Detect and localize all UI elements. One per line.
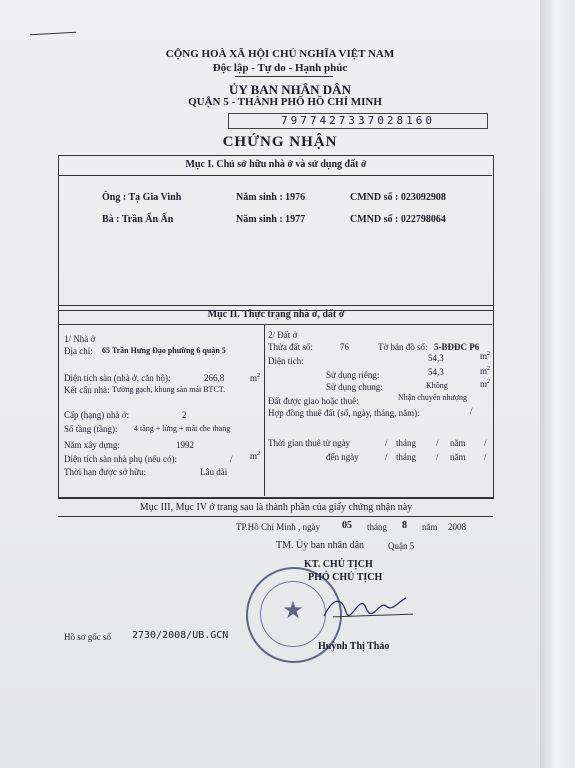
floors-value: 4 tầng + lửng + mái che thang <box>134 424 231 433</box>
lease-contract-value: / <box>470 406 473 416</box>
house-address-label: Địa chỉ: <box>64 346 93 356</box>
year-built-label: Năm xây dựng: <box>64 440 120 450</box>
structure-label: Kết cấu nhà: <box>64 385 110 395</box>
ownership-term-value: Lâu dài <box>200 467 228 477</box>
lease-to-slash-3: / <box>484 452 487 462</box>
aux-area-value: / <box>230 454 233 464</box>
aux-area-label: Diện tích sàn nhà phụ (nếu có): <box>64 454 177 464</box>
star-emblem-icon: ★ <box>282 596 304 624</box>
signature-scribble <box>320 588 410 628</box>
shared-use-value: Không <box>426 381 448 390</box>
shared-use-label: Sử dụng chung: <box>326 382 383 392</box>
section-1-divider <box>59 175 492 176</box>
note-underline <box>58 516 493 517</box>
lease-to-year-label: năm <box>450 452 466 462</box>
lease-from-slash-2: / <box>436 438 439 448</box>
date-month-label: tháng <box>367 522 387 532</box>
pen-mark <box>30 32 76 35</box>
date-year: 2008 <box>448 522 466 532</box>
floor-area-value: 266,8 <box>204 373 225 383</box>
owner-1-birth: Năm sinh : 1976 <box>236 192 306 203</box>
owner-1-id: CMND số : 023092908 <box>350 192 446 203</box>
structure-value: Tường gạch, khung sàn mái BTCT. <box>112 385 226 394</box>
page-edge-shadow <box>540 0 575 768</box>
land-origin-label: Đất được giao hoặc thuê: <box>268 396 359 406</box>
shared-use-unit: $m^2$ <box>480 379 491 389</box>
lease-from-label: Thời gian thuê từ ngày <box>268 438 351 448</box>
map-sheet-value: 5-BĐĐC P6 <box>434 342 480 352</box>
grade-label: Cấp (hạng) nhà ở: <box>64 410 129 420</box>
document-title: CHỨNG NHẬN <box>222 134 338 150</box>
nation-heading: CỘNG HOÀ XÃ HỘI CHỦ NGHĨA VIỆT NAM <box>165 48 395 60</box>
lease-from-month-label: tháng <box>396 438 416 448</box>
signer-name: Huỳnh Thị Thảo <box>318 641 390 652</box>
committee-label: TM. Ủy ban nhân dân <box>276 540 365 551</box>
section-1-title: Mục I. Chủ sở hữu nhà ở và sử dụng đất ở <box>185 159 367 170</box>
committee-district: Quận 5 <box>388 541 415 551</box>
private-use-value: 54,3 <box>428 367 444 377</box>
land-area-unit: $m^2$ <box>480 351 491 361</box>
lease-to-month-label: tháng <box>396 452 416 462</box>
house-heading: 1/ Nhà ở <box>64 334 96 344</box>
floors-label: Số tầng (tầng): <box>64 424 118 434</box>
section-2-title: Mục II. Thực trạng nhà ở, đất ở <box>207 309 345 320</box>
file-ref-value: 2730/2008/UB.GCN <box>132 630 229 641</box>
district-heading: QUẬN 5 - THÀNH PHỐ HỒ CHÍ MINH <box>188 96 382 108</box>
serial-number: 7977427337028160 <box>228 113 488 129</box>
motto-underline <box>235 76 333 77</box>
parcel-label: Thửa đất số: <box>268 342 313 352</box>
date-day: 05 <box>342 520 352 531</box>
private-use-unit: $m^2$ <box>480 366 491 376</box>
lease-from-slash-1: / <box>385 438 388 448</box>
section-2-column-divider <box>264 325 265 496</box>
vice-chair-label: PHÓ CHỦ TỊCH <box>308 572 383 583</box>
owner-2-id: CMND số : 022798064 <box>350 214 446 225</box>
for-chair-label: KT. CHỦ TỊCH <box>304 559 373 570</box>
aux-area-unit: $m^2$ <box>250 451 261 461</box>
place-date-label: TP.Hồ Chí Minh , ngày <box>236 522 321 532</box>
house-address-value: 65 Trần Hưng Đạo phường 6 quận 5 <box>102 346 226 355</box>
year-built-value: 1992 <box>176 440 194 450</box>
file-ref-label: Hồ sơ gốc số <box>64 632 112 642</box>
land-area-value: 54,3 <box>428 353 444 363</box>
parcel-value: 76 <box>340 342 349 352</box>
floor-area-label: Diện tích sàn (nhà ở, căn hộ): <box>64 373 171 383</box>
motto: Độc lập - Tự do - Hạnh phúc <box>212 62 348 74</box>
private-use-label: Sử dụng riêng: <box>326 370 380 380</box>
lease-from-slash-3: / <box>484 438 487 448</box>
lease-to-slash-2: / <box>436 452 439 462</box>
land-origin-value: Nhận chuyển nhượng <box>398 393 467 402</box>
seal-inner-ring <box>260 581 326 647</box>
floor-area-unit: $m^2$ <box>250 373 261 383</box>
lease-contract-label: Hợp đồng thuê đất (số, ngày, tháng, năm): <box>268 408 420 418</box>
date-month: 8 <box>402 520 407 531</box>
lease-to-label: đến ngày <box>326 452 359 462</box>
lease-to-slash-1: / <box>385 452 388 462</box>
section-1-box <box>58 155 494 311</box>
lease-from-year-label: năm <box>450 438 466 448</box>
owner-1-name: Ông : Tạ Gia Vinh <box>102 192 182 203</box>
date-year-label: năm <box>422 522 438 532</box>
authority-heading: ỦY BAN NHÂN DÂN <box>229 82 351 97</box>
owner-2-birth: Năm sinh : 1977 <box>236 214 306 225</box>
ownership-term-label: Thời hạn được sở hữu: <box>64 467 147 477</box>
grade-value: 2 <box>182 410 187 420</box>
section-3-note: Mục III, Mục IV ở trang sau là thành phần của giấy chứng nhận này <box>139 502 413 513</box>
land-heading: 2/ Đất ở <box>268 330 298 340</box>
land-area-label: Diện tích: <box>268 356 304 366</box>
section-2-bottom <box>58 497 493 498</box>
owner-2-name: Bà : Trần Ấn Ấn <box>102 214 174 225</box>
map-sheet-label: Tờ bản đồ số: <box>378 342 428 352</box>
section-2-divider <box>59 324 492 325</box>
